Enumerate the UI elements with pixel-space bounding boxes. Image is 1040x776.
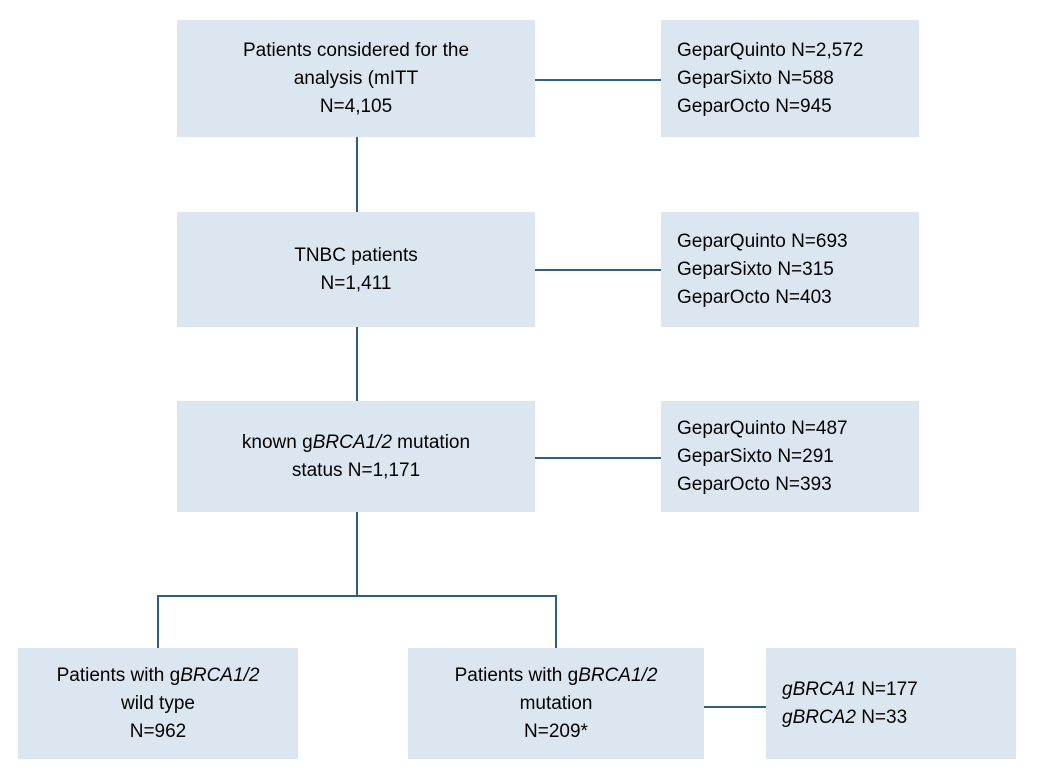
connector-split-to-mutation bbox=[555, 595, 557, 648]
node-tnbc-patients bbox=[177, 212, 535, 327]
node-wild-type-gene: BRCA1/2 bbox=[180, 664, 260, 686]
connector-split-to-wildtype bbox=[157, 595, 159, 648]
node-known-mutation-status-line1-suffix: mutation bbox=[391, 431, 471, 453]
node-trial-breakdown-3 bbox=[661, 401, 919, 512]
node-trial-breakdown-1 bbox=[661, 20, 919, 137]
node-wild-type-line2: wild type bbox=[121, 692, 195, 714]
node-known-mutation-status-line1-prefix: known g bbox=[241, 431, 313, 453]
connector-main3-to-split bbox=[356, 512, 358, 596]
node-trial-breakdown-1-line1: GeparQuinto N=2,572 bbox=[677, 39, 864, 61]
node-patients-considered-line2: analysis (mITT bbox=[293, 67, 419, 89]
node-gene-breakdown-row1 bbox=[782, 676, 918, 704]
node-mutation bbox=[408, 648, 704, 759]
node-mutation-line2: mutation bbox=[519, 692, 593, 714]
node-trial-breakdown-1-line3: GeparOcto N=945 bbox=[677, 95, 832, 117]
node-trial-breakdown-2 bbox=[661, 212, 919, 327]
node-trial-breakdown-1-line2: GeparSixto N=588 bbox=[677, 67, 834, 89]
node-known-mutation-status-gene: BRCA1/2 bbox=[312, 431, 392, 453]
node-patients-considered-line1: Patients considered for the bbox=[242, 39, 470, 61]
connector-main3-to-side3 bbox=[535, 457, 661, 459]
node-mutation-line1 bbox=[455, 662, 658, 690]
node-tnbc-patients-line1: TNBC patients bbox=[294, 244, 418, 266]
node-gene-breakdown-row1-gene: gBRCA1 bbox=[782, 678, 856, 700]
node-mutation-line3: N=209* bbox=[524, 720, 588, 742]
node-trial-breakdown-2-line1: GeparQuinto N=693 bbox=[677, 230, 848, 252]
node-gene-breakdown-row2-gene: gBRCA2 bbox=[782, 706, 856, 728]
node-wild-type-line1-prefix: Patients with g bbox=[56, 664, 181, 686]
node-known-mutation-status-line1 bbox=[242, 429, 470, 457]
connector-main1-to-main2 bbox=[356, 137, 358, 215]
node-gene-breakdown-row1-value: N=177 bbox=[855, 678, 918, 700]
node-wild-type bbox=[18, 648, 298, 759]
node-patients-considered-line3: N=4,105 bbox=[319, 95, 393, 117]
node-known-mutation-status-line2: status N=1,171 bbox=[291, 459, 421, 481]
node-gene-breakdown-row2 bbox=[782, 704, 907, 732]
connector-split-horizontal bbox=[157, 595, 557, 597]
node-mutation-line1-prefix: Patients with g bbox=[454, 664, 579, 686]
node-trial-breakdown-3-line3: GeparOcto N=393 bbox=[677, 473, 832, 495]
node-tnbc-patients-line2: N=1,411 bbox=[320, 272, 392, 294]
node-mutation-gene: BRCA1/2 bbox=[578, 664, 658, 686]
node-trial-breakdown-3-line2: GeparSixto N=291 bbox=[677, 445, 834, 467]
node-wild-type-line1 bbox=[57, 662, 260, 690]
node-trial-breakdown-3-line1: GeparQuinto N=487 bbox=[677, 417, 848, 439]
node-known-mutation-status bbox=[177, 401, 535, 512]
connector-main1-to-side1 bbox=[535, 79, 661, 81]
connector-mutation-to-side4 bbox=[704, 706, 766, 708]
node-wild-type-line3: N=962 bbox=[129, 720, 187, 742]
node-trial-breakdown-2-line3: GeparOcto N=403 bbox=[677, 286, 832, 308]
node-patients-considered bbox=[177, 20, 535, 137]
connector-main2-to-side2 bbox=[535, 269, 661, 271]
connector-main2-to-main3 bbox=[356, 327, 358, 401]
node-gene-breakdown bbox=[766, 648, 1016, 759]
node-gene-breakdown-row2-value: N=33 bbox=[855, 706, 908, 728]
node-trial-breakdown-2-line2: GeparSixto N=315 bbox=[677, 258, 834, 280]
